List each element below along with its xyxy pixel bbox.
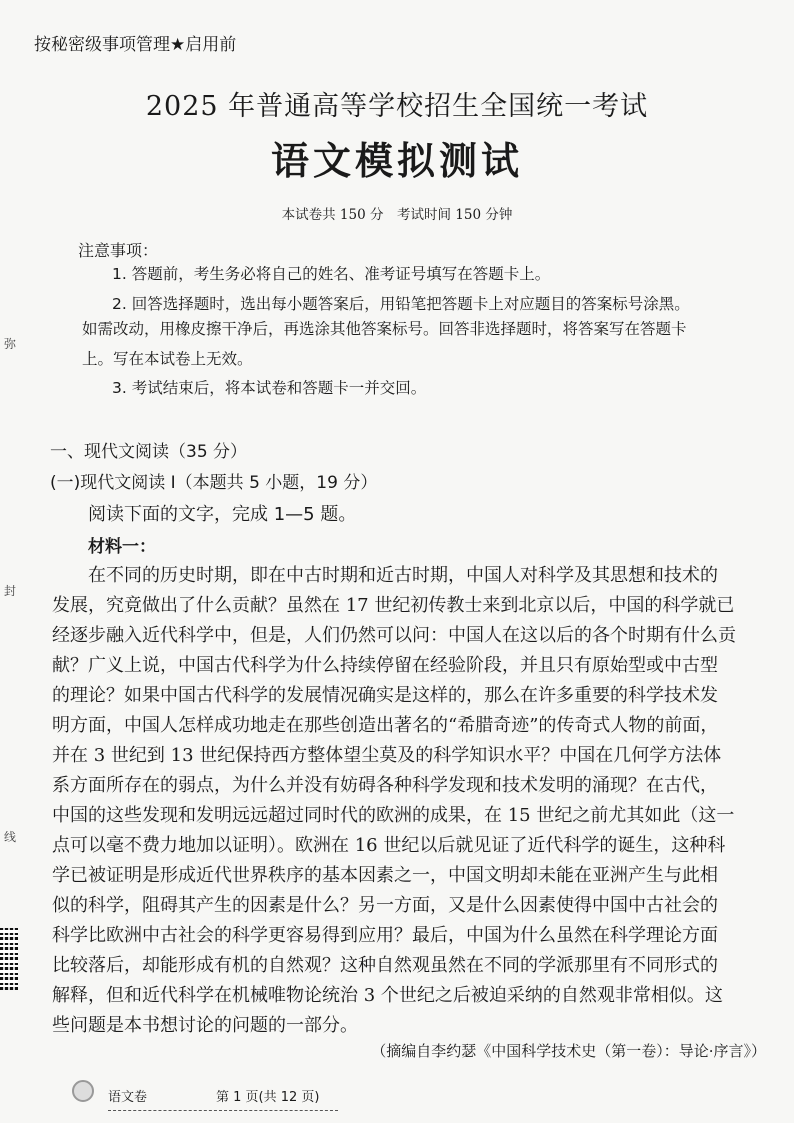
passage-line: 比较落后，却能形成有机的自然观？这种自然观虽然在不同的学派那里有不同形式的 [52,955,718,976]
passage-line: 系方面所存在的弱点，为什么并没有妨碍各种科学发现和技术发明的涌现？在古代， [52,775,718,796]
section-instruction: 阅读下面的文字，完成 1—5 题。 [88,504,357,525]
material-label: 材料一： [88,537,156,557]
footer-page: 第 1 页(共 12 页) [216,1090,320,1105]
seal-margin-char: 线 [4,830,17,844]
notice-item-1: 1. 答题前，考生务必将自己的姓名、准考证号填写在答题卡上。 [112,265,551,283]
exam-title: 2025 年普通高等学校招生全国统一考试 [145,91,649,122]
notice-item-3: 3. 考试结束后，将本试卷和答题卡一并交回。 [112,379,427,397]
section-title: 一、现代文阅读（35 分） [50,442,248,462]
notice-item-2c: 上。写在本试卷上无效。 [82,350,253,368]
qr-code-pattern [0,928,18,990]
passage-line: 在不同的历史时期，即在中古时期和近古时期，中国人对科学及其思想和技术的 [52,565,718,586]
notice-heading: 注意事项： [78,241,159,260]
notice-item-2a: 2. 回答选择题时，选出每小题答案后，用铅笔把答题卡上对应题目的答案标号涂黑。 [112,295,690,313]
section-subtitle: (一)现代文阅读 Ⅰ（本题共 5 小题，19 分） [50,473,378,493]
passage-line: 些问题是本书想讨论的问题的一部分。 [52,1015,358,1036]
seal-margin-char: 弥 [4,337,17,351]
exam-info: 本试卷共 150 分 考试时间 150 分钟 [281,207,513,223]
passage-line: 发展，究竟做出了什么贡献？虽然在 17 世纪初传教士来到北京以后，中国的科学就已 [52,595,735,616]
passage-line: 科学比欧洲中古社会的科学更容易得到应用？最后，中国为什么虽然在科学理论方面 [52,925,718,946]
passage-source: （摘编自李约瑟《中国科学技术史（第一卷）：导论·序言》） [371,1042,766,1060]
passage-line: 解释，但和近代科学在机械唯物论统治 3 个世纪之后被迫采纳的自然观非常相似。这 [52,985,723,1006]
passage-line: 学已被证明是形成近代世界秩序的基本因素之一，中国文明却未能在亚洲产生与此相 [52,865,718,886]
passage-line: 点可以毫不费力地加以证明）。欧洲在 16 世纪以后就见证了近代科学的诞生，这种科 [52,835,726,856]
passage-line: 献？广义上说，中国古代科学为什么持续停留在经验阶段，并且只有原始型或中古型 [52,655,718,676]
passage-line: 经逐步融入近代科学中，但是，人们仍然可以问：中国人在这以后的各个时期有什么贡 [52,625,736,646]
footer-divider [108,1110,338,1111]
secret-mark: 按秘密级事项管理★启用前 [34,35,237,55]
seal-margin-char: 封 [4,584,17,598]
subject-title: 语文模拟测试 [270,138,523,183]
notice-item-2b: 如需改动，用橡皮擦干净后，再选涂其他答案标号。回答非选择题时，将答案写在答题卡 [82,320,687,338]
passage-line: 似的科学，阻碍其产生的因素是什么？另一方面，又是什么因素使得中国中古社会的 [52,895,718,916]
passage-line: 并在 3 世纪到 13 世纪保持西方整体望尘莫及的科学知识水平？中国在几何学方法体 [52,745,722,766]
passage-line: 的理论？如果中国古代科学的发展情况确实是这样的，那么在许多重要的科学技术发 [52,685,718,706]
passage-line: 明方面，中国人怎样成功地走在那些创造出著名的“希腊奇迹”的传奇式人物的前面， [52,715,719,736]
passage-line: 中国的这些发现和发明远远超过同时代的欧洲的成果，在 15 世纪之前尤其如此（这一 [52,805,735,826]
circle-mark-icon [72,1080,94,1102]
footer-subject: 语文卷 [108,1090,148,1105]
